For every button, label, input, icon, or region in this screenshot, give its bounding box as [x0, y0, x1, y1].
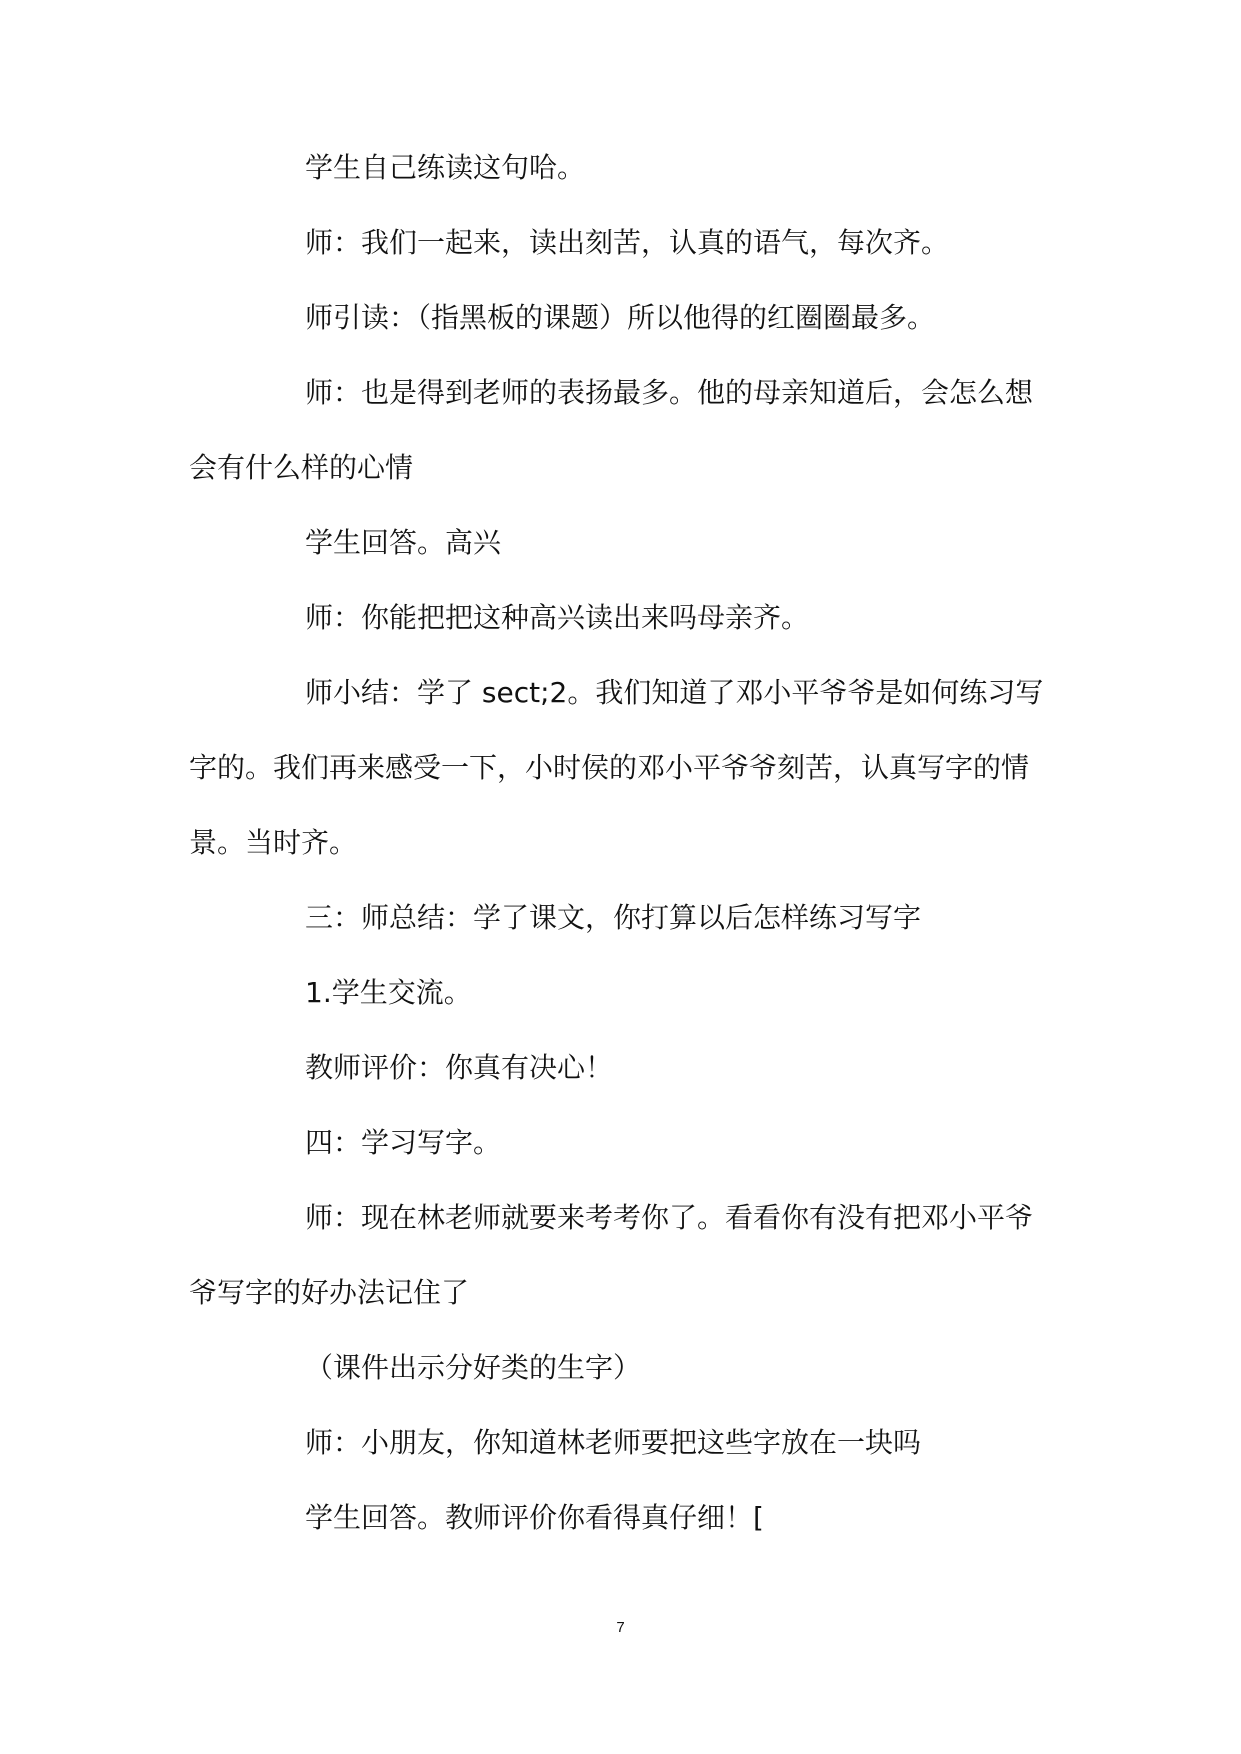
paragraph-line: 四：学习写字。 — [305, 1126, 502, 1159]
paragraph-line: 会有什么样的心情 — [189, 451, 414, 484]
paragraph-line: 师：你能把把这种高兴读出来吗母亲齐。 — [305, 601, 810, 634]
paragraph-line: 师：我们一起来，读出刻苦，认真的语气，每次齐。 — [305, 226, 950, 259]
paragraph-line: 字的。我们再来感受一下，小时侯的邓小平爷爷刻苦，认真写字的情 — [189, 751, 1030, 784]
paragraph-line: 1.学生交流。 — [305, 976, 472, 1009]
page-number: 7 — [616, 1619, 625, 1636]
paragraph-line: 三：师总结：学了课文，你打算以后怎样练习写字 — [305, 901, 922, 934]
paragraph-line: 学生回答。教师评价你看得真仔细！[ — [305, 1501, 764, 1534]
paragraph-line: （课件出示分好类的生字） — [305, 1351, 642, 1384]
paragraph-line: 学生回答。高兴 — [305, 526, 502, 559]
paragraph-line: 师：也是得到老师的表扬最多。他的母亲知道后，会怎么想 — [305, 376, 1034, 409]
paragraph-line: 教师评价：你真有决心！ — [305, 1051, 614, 1084]
paragraph-line: 爷写字的好办法记住了 — [189, 1276, 470, 1309]
paragraph-line: 师引读：（指黑板的课题）所以他得的红圈圈最多。 — [305, 301, 936, 334]
paragraph-line: 景。当时齐。 — [189, 826, 358, 859]
paragraph-line: 师：小朋友，你知道林老师要把这些字放在一块吗 — [305, 1426, 922, 1459]
paragraph-line: 师小结：学了 sect;2。我们知道了邓小平爷爷是如何练习写 — [305, 676, 1044, 709]
paragraph-line: 学生自己练读这句哈。 — [305, 151, 586, 184]
paragraph-line: 师：现在林老师就要来考考你了。看看你有没有把邓小平爷 — [305, 1201, 1034, 1234]
